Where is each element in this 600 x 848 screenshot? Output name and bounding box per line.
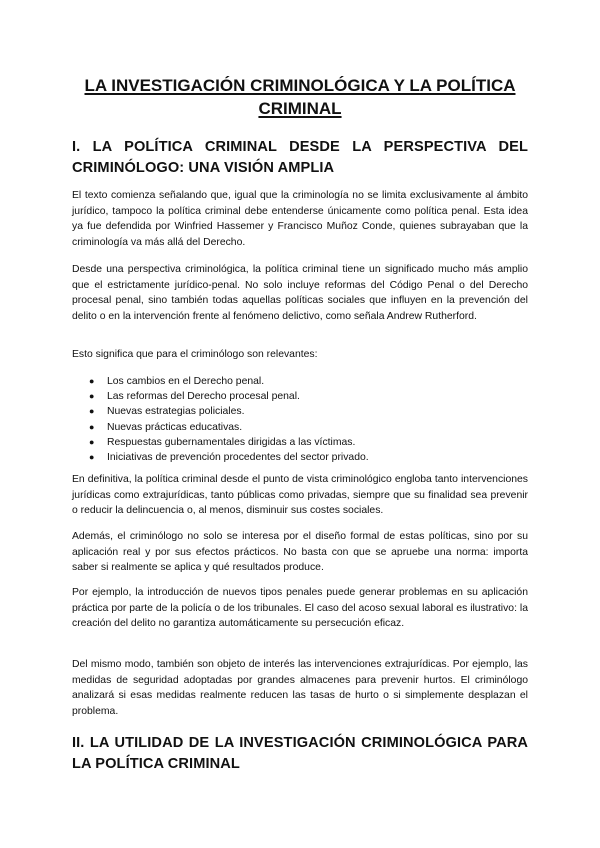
paragraph-4: En definitiva, la política criminal desde el punto de vista criminológico engloba tanto intervenciones jurídicas como extrajurídicas, tanto públicas como privadas, siempre que su finalidad sea prevenir o reducir la delincuencia o, al menos, disminuir sus costes sociales. [72, 474, 528, 517]
section-2-heading: II. LA UTILIDAD DE LA INVESTIGACIÓN CRIMINOLÓGICA PARA LA POLÍTICA CRIMINAL [72, 735, 528, 772]
list-item [72, 450, 528, 465]
paragraph-1: El texto comienza señalando que, igual que la criminología no se limita exclusivamente al ámbito jurídico, tampoco la política criminal debe entenderse únicamente como política penal. Esta idea ya fue defendida por Winfried Hassemer y Francisco Muñoz Conde, quienes subrayaban que la criminología va más allá del Derecho. [72, 190, 528, 248]
relevance-bullet-list [72, 374, 528, 465]
list-item [72, 420, 528, 435]
list-item [72, 435, 528, 450]
list-item-text: Iniciativas de prevención procedentes del sector privado. [107, 452, 369, 464]
bullet-icon: ● [89, 421, 95, 432]
bullet-icon: ● [89, 406, 95, 417]
list-item-text: Nuevas prácticas educativas. [107, 421, 243, 433]
list-item-text: Nuevas estrategias policiales. [107, 406, 245, 418]
bullet-icon: ● [89, 391, 95, 402]
paragraph-3: Esto significa que para el criminólogo son relevantes: [72, 349, 318, 360]
paragraph-6: Por ejemplo, la introducción de nuevos tipos penales puede generar problemas en su aplicación práctica por parte de la policía o de los tribunales. El caso del acoso sexual laboral es ilustrativo: la creación del delito no garantiza automáticamente su persecución eficaz. [72, 587, 528, 630]
paragraph-2: Desde una perspectiva criminológica, la política criminal tiene un significado mucho más amplio que el estrictamente jurídico-penal. No solo incluye reformas del Código Penal o del Derecho procesal penal, sino también todas aquellas políticas sociales que influyen en la prevención del delito o en la intervención frente al fenómeno delictivo, como señala Andrew Rutherford. [72, 264, 528, 322]
list-item-text: Los cambios en el Derecho penal. [107, 376, 265, 387]
list-item [72, 374, 528, 389]
list-item [72, 389, 528, 404]
paragraph-7: Del mismo modo, también son objeto de interés las intervenciones extrajurídicas. Por ejemplo, las medidas de seguridad adoptadas por grandes almacenes para prevenir hurtos. El criminólogo analizará si esas medidas realmente reducen las tasas de hurto o si simplemente desplazan el problema. [72, 659, 528, 717]
list-item-text: Las reformas del Derecho procesal penal. [107, 391, 300, 403]
list-item-text: Respuestas gubernamentales dirigidas a las víctimas. [107, 436, 356, 448]
list-item [72, 404, 528, 419]
bullet-icon: ● [89, 436, 95, 447]
bullet-icon: ● [89, 452, 95, 463]
document-title: LA INVESTIGACIÓN CRIMINOLÓGICA Y LA POLÍTICA CRIMINAL [84, 76, 516, 118]
bullet-icon: ● [89, 376, 95, 386]
paragraph-5: Además, el criminólogo no solo se interesa por el diseño formal de estas políticas, sino por su aplicación real y por sus efectos prácticos. No basta con que se apruebe una norma: importa saber si realmente se aplica y qué resultados produce. [72, 531, 528, 574]
section-1-heading: I. LA POLÍTICA CRIMINAL DESDE LA PERSPECTIVA DEL CRIMINÓLOGO: UNA VISIÓN AMPLIA [72, 139, 528, 176]
